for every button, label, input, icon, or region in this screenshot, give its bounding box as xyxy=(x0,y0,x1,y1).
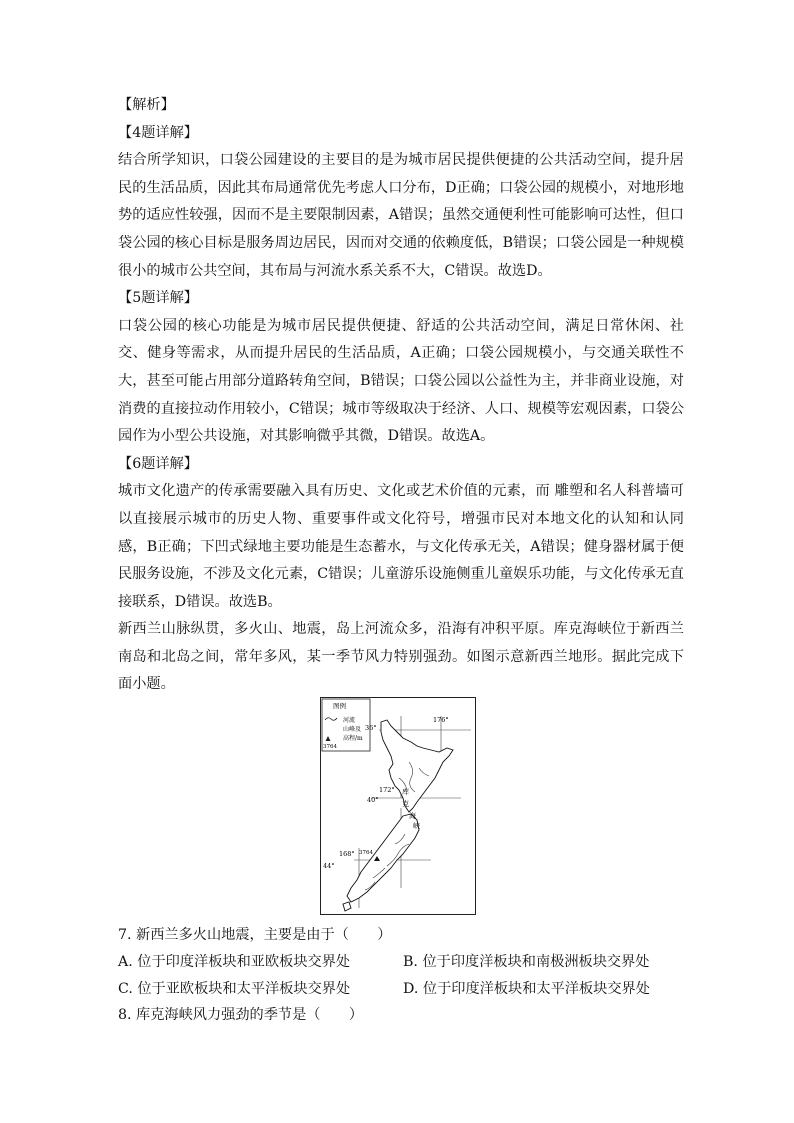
q5-header: 【5题详解】 xyxy=(118,290,198,307)
q4-explanation: 结合所学知识，口袋公园建设的主要目的是为城市居民提供便捷的公共活动空间，提升居民的生活品质，因此其布局通常优先考虑人口分布，D正确；口袋公园的规模小，对地形地势的适应性较强，因而不是主要限制因素，A错误；虽然交通便利性可能影响可达性，但口袋公园的核心目标是服务周边居民，因而对交通的依赖度低，B错误；口袋公园是一种规模很小的城市公共空间，其布局与河流水系关系不大，C错误。故选D。 xyxy=(118,152,684,279)
question-intro: 新西兰山脉纵贯，多火山、地震，岛上河流众多，沿海有冲积平原。库克海峡位于新西兰南岛和北岛之间，常年多风，某一季节风力特别强劲。如图示意新西兰地形。据此完成下面小题。 xyxy=(118,621,684,693)
q5-explanation: 口袋公园的核心功能是为城市居民提供便捷、舒适的公共活动空间，满足日常休闲、社交、健身等需求，从而提升居民的生活品质，A正确；口袋公园规模小，与交通关联性不大，甚至可能占用部分道路转角空间，B错误；口袋公园以公益性为主，并非商业设施，对消费的直接拉动作用较小，C错误；城市等级取决于经济、人口、规模等宏观因素，口袋公园作为小型公共设施，对其影响微乎其微，D错误。故选A。 xyxy=(118,317,684,445)
lon-172-label: 172° xyxy=(379,786,395,794)
new-zealand-map xyxy=(320,697,476,915)
q4-header: 【4题详解】 xyxy=(118,124,198,141)
q8-stem: 8. 库克海峡风力强劲的季节是（ ） xyxy=(118,1007,364,1023)
q7-option-a: A. 位于印度洋板块和亚欧板块交界处 xyxy=(118,954,351,970)
legend-peak-value: 3764 xyxy=(323,744,337,750)
q6-header: 【6题详解】 xyxy=(118,455,198,472)
q7-option-b: B. 位于印度洋板块和南极洲板块交界处 xyxy=(403,954,650,970)
analysis-title: 【解析】 xyxy=(118,97,175,113)
strait-label-4: 峡 xyxy=(413,822,420,830)
q7-option-d: D. 位于印度洋板块和太平洋板块交界处 xyxy=(403,981,650,997)
strait-label-2: 克 xyxy=(402,800,409,808)
peak-elevation-label: 3764 xyxy=(359,850,373,856)
lat-36-label: 36° xyxy=(365,724,377,732)
q7-option-c: C. 位于亚欧板块和太平洋板块交界处 xyxy=(118,981,351,997)
map-svg xyxy=(321,698,475,914)
legend-title: 图例 xyxy=(333,702,346,710)
legend-peak-line2: 高程/m xyxy=(343,735,363,742)
lon-176-label: 176° xyxy=(433,716,449,724)
legend-peak-line1: 山峰及 xyxy=(343,726,362,733)
strait-label-3: 海 xyxy=(409,812,416,820)
q6-explanation: 城市文化遗产的传承需要融入具有历史、文化或艺术价值的元素，而 雕塑和名人科普墙可以直接展示城市的历史人物、重要事件或文化符号，增强市民对本地文化的认知和认同感，B正确；下凹式绿地主要功能是生态蓄水，与文化传承无关，A错误；健身器材属于便民服务设施，不涉及文化元素，C错误；儿童游乐设施侧重儿童娱乐功能，与文化传承无直接联系，D错误。故选B。 xyxy=(118,483,684,610)
legend-river: 河流 xyxy=(343,717,356,724)
lon-168-label: 168° xyxy=(339,850,355,858)
south-island xyxy=(347,814,419,902)
analysis-section xyxy=(118,92,684,699)
stewart-island xyxy=(343,902,351,911)
lat-40-label: 40° xyxy=(367,796,379,804)
q7-stem: 7. 新西兰多火山地震，主要是由于（ ） xyxy=(118,927,392,943)
lat-44-label: 44° xyxy=(323,862,335,870)
strait-label-1: 库 xyxy=(402,788,409,796)
